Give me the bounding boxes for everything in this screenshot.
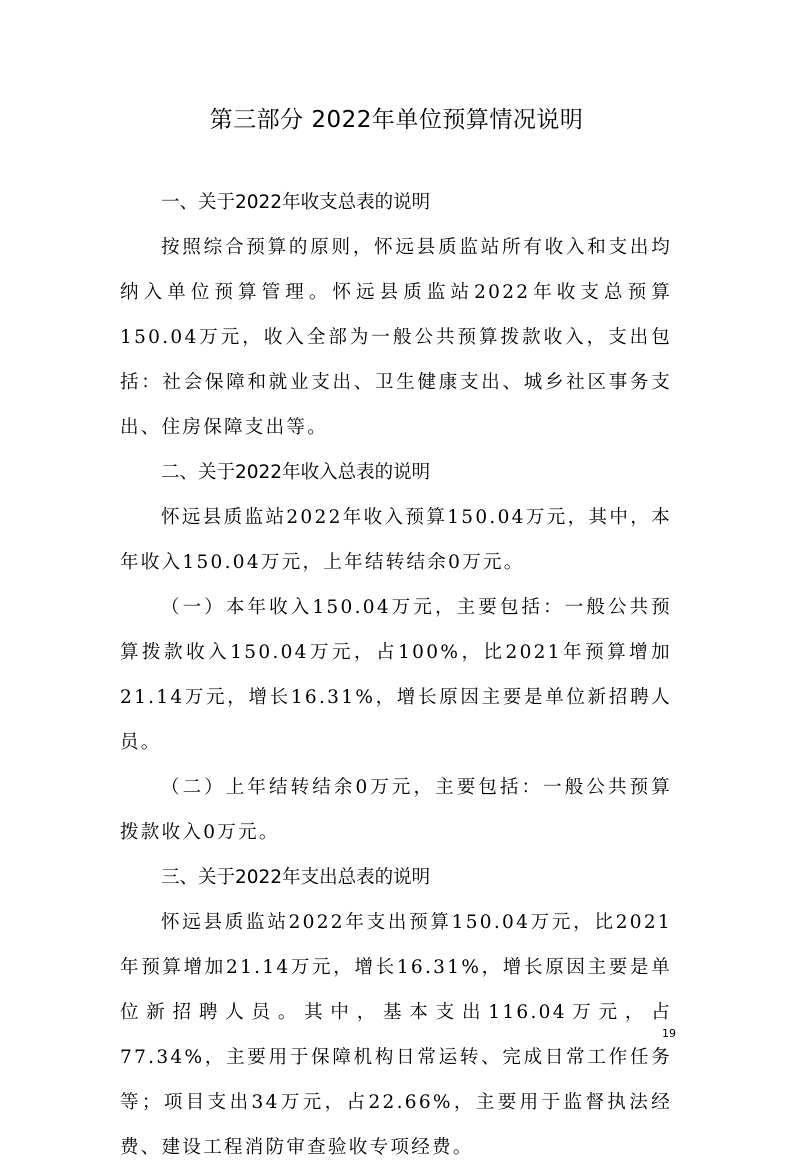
- page-number: 19: [662, 1027, 676, 1040]
- section-1-heading: 一、关于2022年收支总表的说明: [161, 192, 431, 213]
- section-2-heading: 二、关于2022年收入总表的说明: [161, 462, 431, 483]
- section-3-paragraph-1: 怀远县质监站2022年支出预算150.04万元，比2021年预算增加21.14万元，增长16.31%，增长原因主要是单位新招聘人员。其中，基本支出116.04万元，占77.34%，主要用于保障机构日常运转、完成日常工作任务等；项目支出34万元，占22.66%，主要用于监督执法经费、建设工程消防审查验收专项经费。: [120, 912, 672, 1158]
- section-1-paragraph-1: 按照综合预算的原则，怀远县质监站所有收入和支出均纳入单位预算管理。怀远县质监站2022年收支总预算150.04万元，收入全部为一般公共预算拨款收入，支出包括：社会保障和就业支出、卫生健康支出、城乡社区事务支出、住房保障支出等。: [120, 237, 672, 438]
- section-2-paragraph-1: 怀远县质监站2022年收入预算150.04万元，其中，本年收入150.04万元，上年结转结余0万元。: [120, 507, 672, 573]
- document-body: [120, 180, 672, 1170]
- section-2-paragraph-3: （二）上年结转结余0万元，主要包括：一般公共预算拨款收入0万元。: [120, 777, 672, 843]
- section-2-paragraph-2: （一）本年收入150.04万元，主要包括：一般公共预算拨款收入150.04万元，占100%，比2021年预算增加21.14万元，增长16.31%，增长原因主要是单位新招聘人员。: [120, 597, 672, 753]
- section-3-heading: 三、关于2022年支出总表的说明: [161, 867, 431, 888]
- page-title: 第三部分 2022年单位预算情况说明: [209, 107, 584, 133]
